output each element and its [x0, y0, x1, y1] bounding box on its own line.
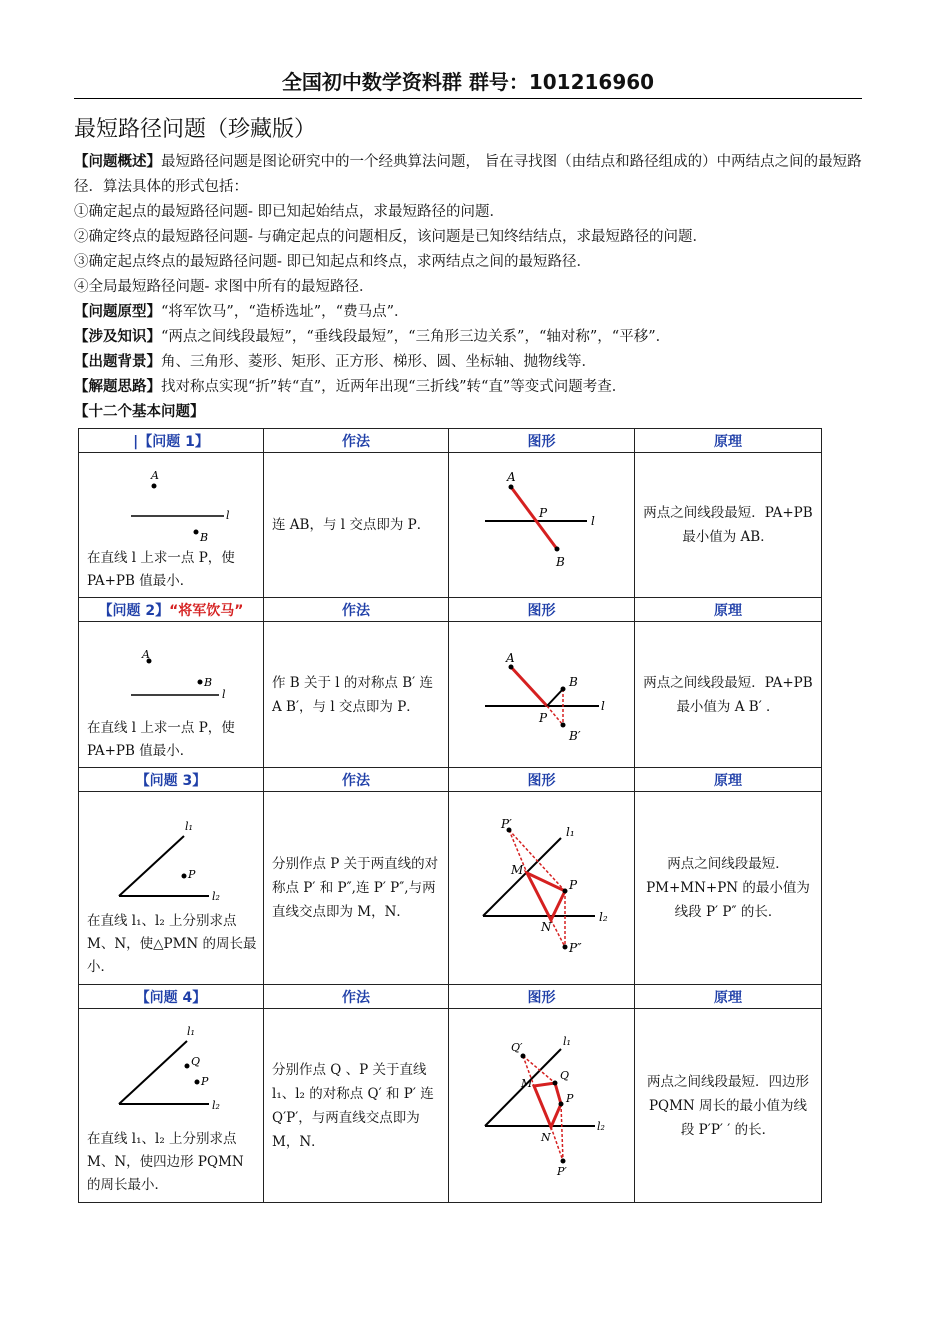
- col-method: 作法: [264, 598, 449, 622]
- problem-cell: [79, 792, 264, 985]
- svg-text:P′: P′: [501, 817, 512, 831]
- svg-text:P: P: [539, 711, 548, 725]
- principle-cell: 两点之间线段最短．PM+MN+PN 的最小值为线段 P′ P″ 的长．: [635, 792, 822, 985]
- figure-cell: [449, 792, 635, 985]
- svg-text:M: M: [511, 863, 524, 877]
- svg-text:A: A: [506, 651, 515, 665]
- table-row: [79, 1009, 822, 1203]
- method-cell: 作 B 关于 l 的对称点 B′ 连 A B′，与 l 交点即为 P．: [264, 622, 449, 768]
- svg-text:Q: Q: [560, 1069, 570, 1082]
- intro-prototype: 【问题原型】“将军饮马”，“造桥选址”，“费马点”．: [74, 304, 409, 320]
- figure-cell: [449, 453, 635, 598]
- svg-text:P: P: [569, 878, 578, 892]
- intro-item: ④全局最短路径问题- 求图中所有的最短路径．: [74, 279, 374, 295]
- problem-cell: [79, 622, 264, 768]
- intro-background: 【出题背景】角、三角形、菱形、矩形、正方形、梯形、圆、坐标轴、抛物线等．: [74, 354, 596, 370]
- svg-text:P: P: [539, 506, 548, 520]
- problem-caption: 在直线 l₁、l₂ 上分别求点 M、N，使四边形 PQMN 的周长最小．: [87, 1131, 244, 1193]
- problem-label: |【问题 1】: [79, 429, 264, 453]
- col-figure: 图形: [449, 429, 635, 453]
- table-header-row: [79, 768, 822, 792]
- intro-twelve: 【十二个基本问题】: [74, 404, 205, 420]
- svg-text:l₂: l₂: [599, 910, 608, 924]
- page-title: 最短路径问题（珍藏版）: [74, 117, 317, 142]
- intro-approach: 【解题思路】找对称点实现“折”转“直”，近两年出现“三折线”转“直”等变式问题考查．: [74, 379, 627, 395]
- problem-caption: 在直线 l₁、l₂ 上分别求点 M、N，使△PMN 的周长最小．: [87, 913, 257, 975]
- svg-text:N: N: [541, 920, 552, 934]
- solution-figure: [449, 1009, 635, 1198]
- principle-cell: 两点之间线段最短．PA+PB 最小值为 A B′ ．: [635, 622, 822, 768]
- table-header-row: [79, 598, 822, 622]
- svg-text:B: B: [556, 555, 565, 569]
- col-method: 作法: [264, 985, 449, 1009]
- principle-cell: 两点之间线段最短．PA+PB 最小值为 AB．: [635, 453, 822, 598]
- intro-label: 【问题概述】: [74, 154, 161, 170]
- svg-text:l₂: l₂: [597, 1120, 605, 1133]
- svg-text:P′: P′: [557, 1165, 567, 1178]
- svg-text:A: A: [142, 648, 150, 661]
- svg-text:M: M: [521, 1077, 533, 1090]
- method-cell: 分别作点 P 关于两直线的对称点 P′ 和 P″,连 P′ P″,与两直线交点即为 M，N．: [264, 792, 449, 985]
- solution-figure: [449, 622, 635, 763]
- intro-item: ①确定起点的最短路径问题- 即已知起始结点，求最短路径的问题．: [74, 204, 505, 220]
- col-principle: 原理: [635, 768, 822, 792]
- svg-text:P: P: [201, 1075, 209, 1088]
- svg-text:A: A: [507, 470, 516, 484]
- problems-table: [78, 428, 822, 1203]
- col-principle: 原理: [635, 429, 822, 453]
- problem-cell: [79, 453, 264, 598]
- method-cell: 分别作点 Q 、P 关于直线 l₁、l₂ 的对称点 Q′ 和 P′ 连 Q′P′，与两直线交点即为 M，N．: [264, 1009, 449, 1203]
- figure-cell: [449, 622, 635, 768]
- svg-text:N: N: [541, 1131, 551, 1144]
- col-figure: 图形: [449, 598, 635, 622]
- svg-text:B: B: [200, 531, 209, 544]
- solution-figure: [449, 453, 635, 593]
- svg-text:l₁: l₁: [566, 825, 575, 839]
- svg-text:l₁: l₁: [187, 1025, 195, 1038]
- intro-knowledge: 【涉及知识】“两点之间线段最短”，“垂线段最短”，“三角形三边关系”，“轴对称”，“平移”．: [74, 329, 671, 345]
- table-header-row: [79, 429, 822, 453]
- col-method: 作法: [264, 429, 449, 453]
- svg-text:P: P: [566, 1092, 574, 1105]
- col-figure: 图形: [449, 768, 635, 792]
- col-principle: 原理: [635, 985, 822, 1009]
- problem-figure: [79, 1011, 264, 1126]
- table-row: [79, 453, 822, 598]
- problem-caption: 在直线 l 上求一点 P，使 PA+PB 值最小．: [87, 720, 235, 759]
- problem-label: 【问题 3】: [79, 768, 264, 792]
- problem-cell: [79, 1009, 264, 1203]
- solution-figure: [449, 792, 635, 980]
- problem-figure: [79, 455, 264, 545]
- table-row: [79, 792, 822, 985]
- col-figure: 图形: [449, 985, 635, 1009]
- svg-text:B: B: [204, 676, 213, 689]
- svg-text:l: l: [591, 514, 595, 528]
- svg-text:A: A: [151, 469, 159, 482]
- svg-text:Q′: Q′: [511, 1041, 523, 1054]
- table-header-row: [79, 985, 822, 1009]
- svg-text:B: B: [569, 675, 578, 689]
- method-cell: 连 AB，与 l 交点即为 P．: [264, 453, 449, 598]
- table-row: [79, 622, 822, 768]
- svg-text:l₁: l₁: [185, 820, 193, 833]
- principle-cell: 两点之间线段最短．四边形 PQMN 周长的最小值为线段 P′P′ ′ 的长．: [635, 1009, 822, 1203]
- problem-label: 【问题 4】: [79, 985, 264, 1009]
- col-method: 作法: [264, 768, 449, 792]
- intro-overview: 【问题概述】最短路径问题是图论研究中的一个经典算法问题， 旨在寻找图（由结点和路径组成的）中两结点之间的最短路径．算法具体的形式包括：: [74, 154, 862, 195]
- intro-item: ③确定起点终点的最短路径问题- 即已知起点和终点，求两结点之间的最短路径．: [74, 254, 592, 270]
- svg-text:Q: Q: [191, 1055, 201, 1068]
- problem-figure: [79, 794, 264, 909]
- svg-text:B′: B′: [569, 729, 581, 743]
- problem-caption: 在直线 l 上求一点 P，使 PA+PB 值最小．: [87, 550, 235, 589]
- svg-text:l₂: l₂: [212, 890, 220, 903]
- col-principle: 原理: [635, 598, 822, 622]
- intro-item: ②确定终点的最短路径问题- 与确定起点的问题相反，该问题是已知终结结点，求最短路径的问题．: [74, 229, 708, 245]
- svg-text:l: l: [226, 509, 230, 522]
- svg-text:l₂: l₂: [212, 1099, 220, 1112]
- problem-label: 【问题 2】“将军饮马”: [79, 598, 264, 622]
- svg-text:l: l: [222, 688, 226, 701]
- svg-text:P: P: [188, 868, 196, 881]
- svg-text:l: l: [601, 699, 605, 713]
- problem-figure: [79, 624, 264, 714]
- svg-text:P″: P″: [569, 941, 582, 955]
- svg-text:l₁: l₁: [563, 1035, 571, 1048]
- page-header: 全国初中数学资料群 群号：101216960: [74, 66, 862, 99]
- figure-cell: [449, 1009, 635, 1203]
